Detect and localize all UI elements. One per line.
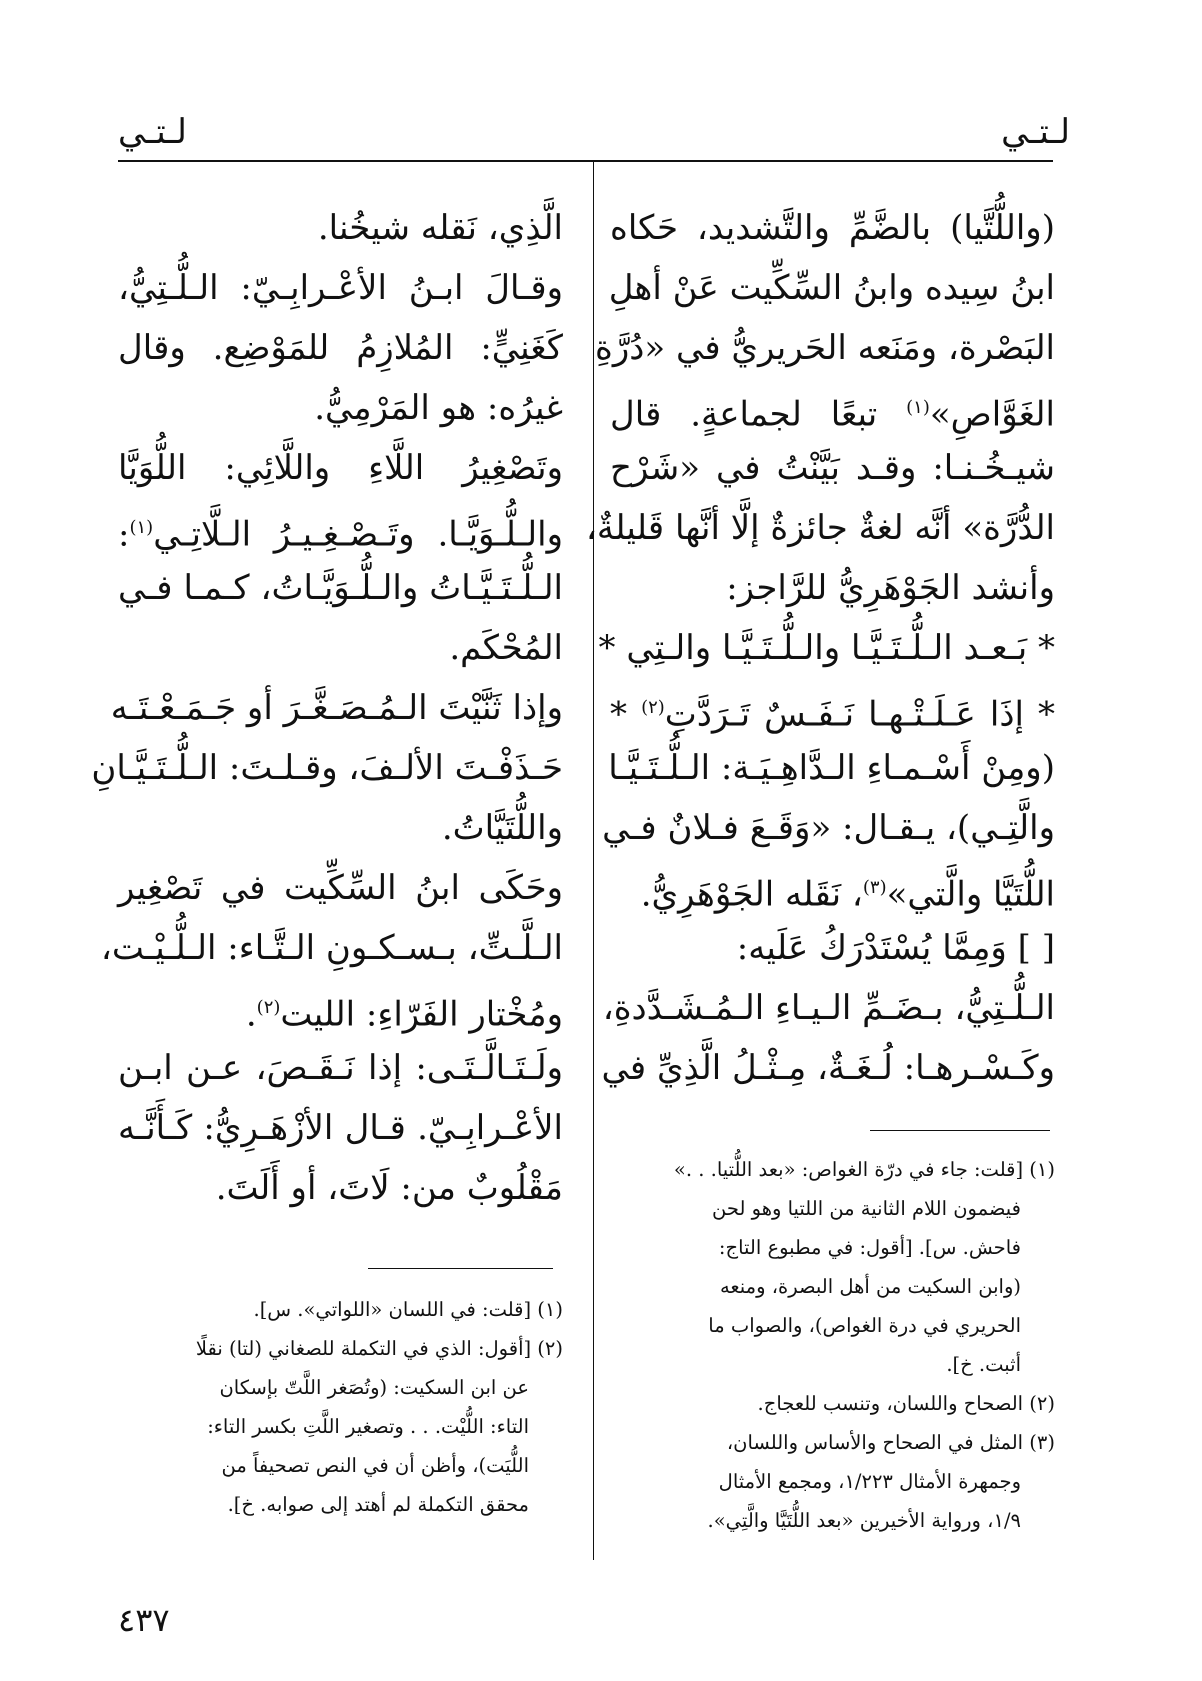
text-line: البَصْرة، ومَنَعه الحَريريُّ في «دُرَّةِ: [595, 328, 1055, 368]
text-line: ولَـتَـالَّـتَـى: إذا نَـقَـصَ، عـن ابـن: [118, 1048, 563, 1088]
text-line: وإذا ثَنَّيْتَ الـمُـصَـغَّـرَ أو جَـمَـعْـتَـه: [110, 688, 563, 728]
text-line: [ ] وَمِمَّا يُسْتَدْرَكُ عَلَيه:: [736, 928, 1055, 968]
footnote-line: وجمهرة الأمثال ١/٢٢٣، ومجمع الأمثال: [718, 1470, 1021, 1493]
footnote-ref: (١): [129, 517, 154, 538]
text-line: مَقْلُوبٌ من: لَاتَ، أو أَلَتَ.: [215, 1168, 563, 1208]
footnote-line: أثبت. خ].: [946, 1353, 1021, 1376]
text-line: حَـذَفْـتَ الألـفَ، وقـلـتَ: الـلُّـتَـيَّـانِ: [91, 748, 563, 788]
footnote-line: اللُّيَت)، وأظن أن في النص تصحيفاً من: [221, 1454, 529, 1477]
footnote-line: (١) [قلت: جاء في درّة الغواص: «بعد اللُّتيا. . .»: [673, 1158, 1055, 1181]
footnote-line: (٣) المثل في الصحاح والأساس واللسان،: [726, 1431, 1055, 1454]
footnotes-right: [610, 1150, 1055, 1540]
footnote-rule-left: [368, 1268, 553, 1269]
footnote-line: عن ابن السكيت: (وتُصَغر اللَّتّ بإسكان: [219, 1376, 529, 1399]
text-line: وكَـسْـرهـا: لُـغَـةٌ، مِـثْـلُ الَّذِيِّ في: [601, 1048, 1055, 1088]
footnote-line: (١) [قلت: في اللسان «اللواتي». س].: [253, 1298, 563, 1321]
footnote-line: التاء: اللُّيْت. . . وتصغير اللَّتِ بكسر التاء:: [207, 1415, 529, 1438]
text-line: وأنشد الجَوْهَرِيُّ للرَّاجز:: [726, 568, 1055, 608]
footnote-ref: (٢): [256, 997, 281, 1018]
right-column: [585, 198, 1055, 1098]
text-line: والـلُّـوَيَّـا. وتَـصْـغِـيـرُ الـلَّاتِـي$^{(١)}$:: [118, 514, 563, 555]
footnote-line: (٢) الصحاح واللسان، وتنسب للعجاج.: [757, 1392, 1055, 1415]
text-line: اللُّتَيَّا والَّتي»$^{(٣)}$، نَقَله الجَوْهَرِيُّ.: [640, 874, 1055, 915]
footnote-line: فيضمون اللام الثانية من اللتيا وهو لحن: [712, 1197, 1021, 1220]
footnote-rule-right: [870, 1130, 1050, 1131]
text-line: كَغَنِيٍّ: المُلازِمُ للمَوْضِع. وقال: [118, 328, 563, 368]
text-line: وتَصْغِيرُ اللَّاءِ واللَّائِي: اللُّوَيَّا: [118, 448, 563, 488]
text-line: الغَوَّاصِ»$^{(١)}$ تبعًا لجماعةٍ. قال: [610, 394, 1055, 435]
text-line: واللُّتَيَّاتُ.: [441, 808, 563, 848]
text-line: وحَكَى ابنُ السِّكِّيت في تَصْغِير: [118, 868, 563, 908]
text-line: (واللُّتَّيا) بالضَّمِّ والتَّشديد، حَكاه: [610, 208, 1055, 248]
header-rule: [118, 160, 1053, 162]
footnote-line: محقق التكملة لم أهتد إلى صوابه. خ].: [227, 1493, 529, 1516]
text-line: (ومِنْ أَسْـمـاءِ الـدَّاهِـيَـة: الـلُّـتَـيَّـا: [608, 748, 1055, 788]
footnote-ref: (١): [906, 397, 930, 418]
text-line: ابنُ سِيده وابنُ السِّكِّيت عَنْ أهلِ: [608, 268, 1055, 308]
text-line: الـلُّـتِيُّ، بـضَـمِّ الـيـاءِ الـمُـشَـدَّدةِ،: [602, 988, 1055, 1028]
footnote-line: فاحش. س]. [أقول: في مطبوع التاج:: [718, 1236, 1021, 1259]
running-header-left: لـتـي: [118, 112, 187, 152]
text-line: الـلُّـتَـيَّـاتُ والـلُّـوَيَّـاتُ، كـمـا فـي: [118, 568, 563, 608]
footnotes-left: [118, 1290, 563, 1524]
text-line: الَّذِي، نَقله شيخُنا.: [317, 208, 563, 248]
verse-line: * بَـعـد الـلُّـتَـيَّـا والـلُّـتَـيَّـا والـتِي *: [598, 628, 1055, 668]
text-line: شيـخُـنـا: وقـد بَيَّنْتُ في «شَرْح: [610, 448, 1055, 488]
text-line: والَّتِـي)، يـقـال: «وَقَـعَ فـلانٌ فـي: [602, 808, 1055, 848]
text-line: المُحْكَم.: [449, 628, 563, 668]
left-column: [91, 198, 563, 1218]
text-line: غيرُه: هو المَرْمِيُّ.: [314, 388, 563, 428]
footnote-line: ١/٩، ورواية الأخيرين «بعد اللُّتَيَّا والَّتِي».: [707, 1509, 1021, 1532]
text-line: الـلَّـتِّ، بـسـكـونِ الـتَّـاء: الـلُّـيْـت،: [100, 928, 563, 968]
footnote-line: (٢) [أقول: الذي في التكملة للصغاني (لتا) نقلًا: [195, 1337, 563, 1360]
text-line: ومُخْتار الفَرّاءِ: الليت$^{(٢)}$.: [245, 994, 563, 1035]
verse-line: * إذَا عَـلَـتْـهـا نَـفَـسٌ تَـرَدَّتِ$^{(٢)}$ *: [610, 694, 1055, 735]
text-line: الدُّرَّة» أنَّه لغةٌ جائزةٌ إلَّا أنَّها قَليلةٌ،: [585, 508, 1055, 548]
column-divider: [593, 162, 594, 1560]
text-line: وقـالَ ابـنُ الأعْـرابِـيّ: الـلُّـتِيُّ،: [118, 268, 563, 308]
footnote-ref: (٢): [641, 697, 665, 718]
running-header-right: لـتـي: [1001, 112, 1070, 152]
footnote-ref: (٣): [862, 877, 887, 898]
footnote-line: (وابن السكيت من أهل البصرة، ومنعه: [719, 1275, 1021, 1298]
page-number: ٤٣٧: [118, 1601, 170, 1639]
footnote-line: الحريري في درة الغواص)، والصواب ما: [708, 1314, 1021, 1337]
text-line: الأعْـرابِـيّ. قـال الأزْهَـرِيُّ: كَـأَنَّـه: [118, 1108, 563, 1148]
